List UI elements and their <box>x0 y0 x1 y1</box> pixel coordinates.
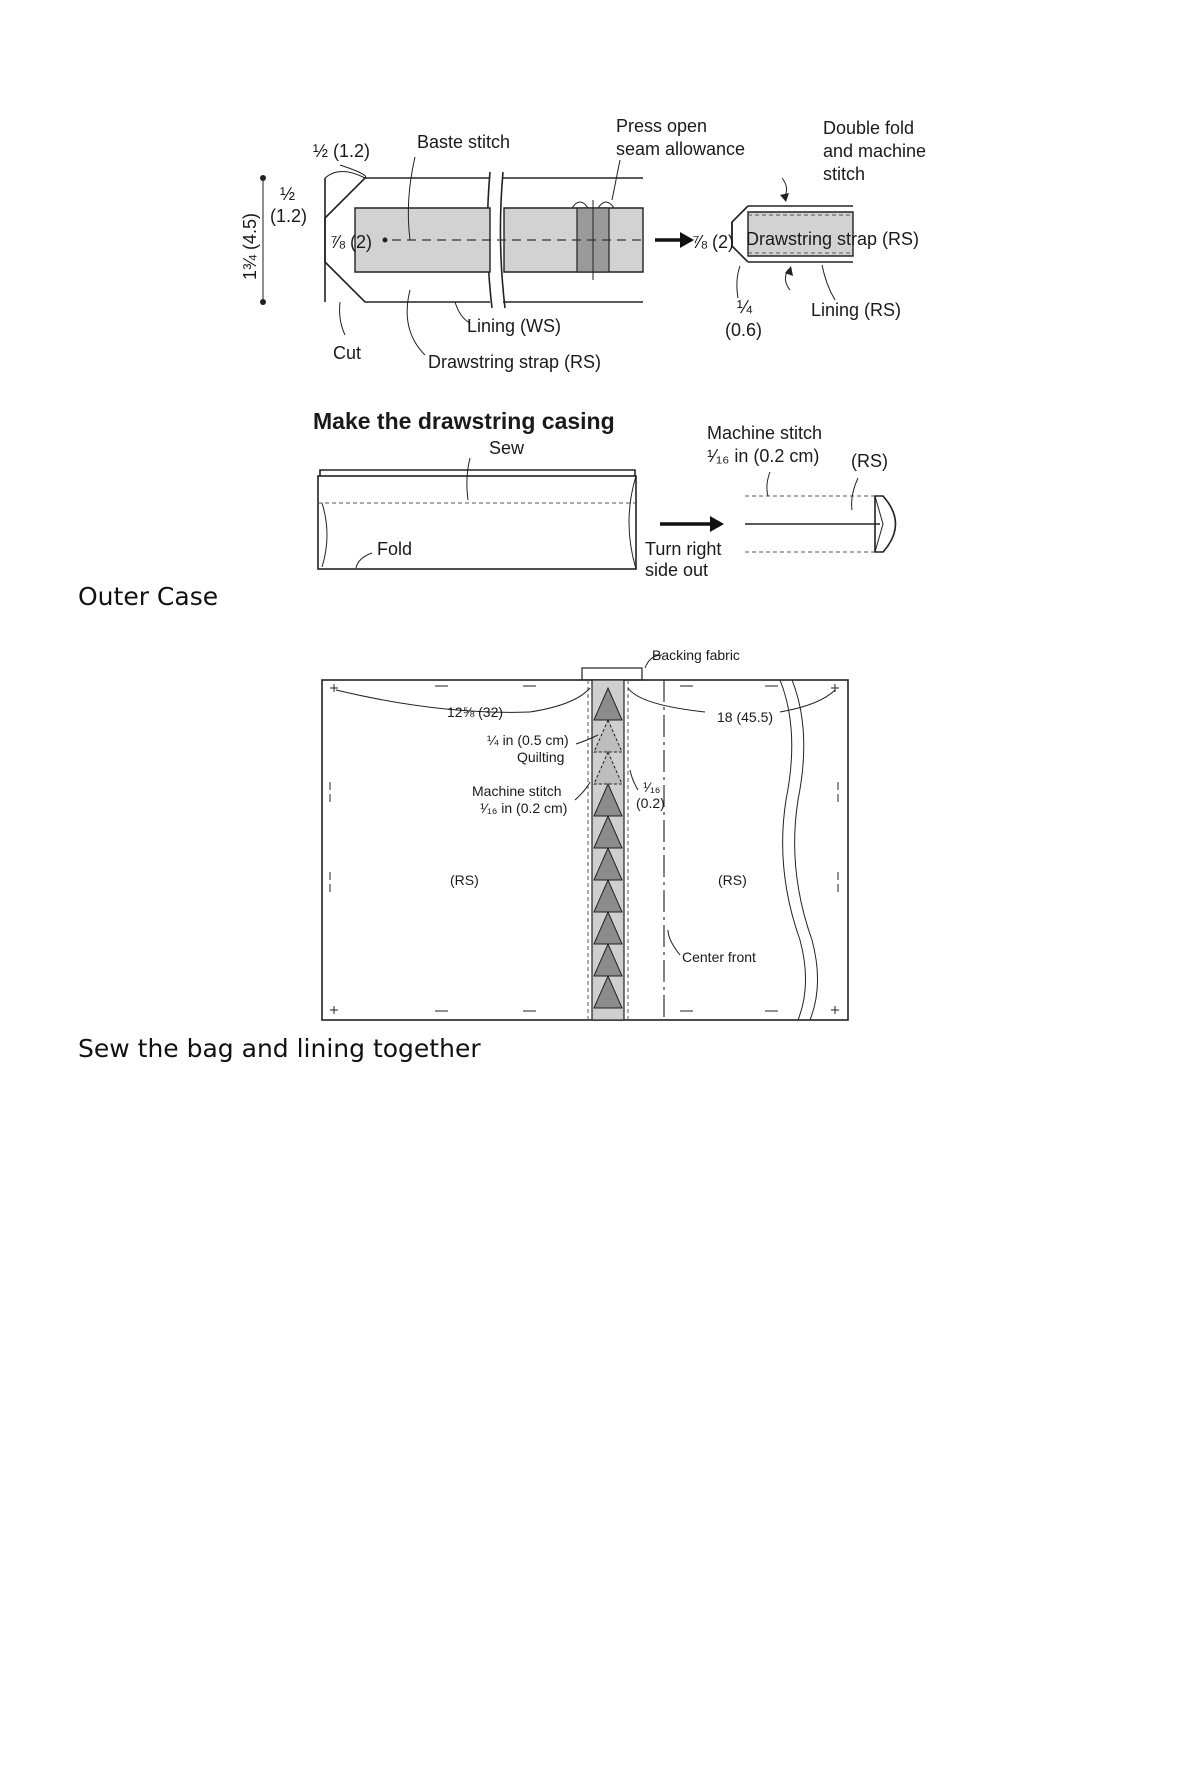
casing-right-fold <box>629 476 636 569</box>
machine-stitch-label-2: ¹⁄₁₆ in (0.2 cm) <box>480 800 568 816</box>
baste-dot <box>383 238 388 243</box>
casing-top-edge <box>320 470 635 476</box>
lining-ws-label: Lining (WS) <box>467 316 562 336</box>
cut-leader <box>340 302 345 335</box>
machine-stitch-label-2: ¹⁄₁₆ in (0.2 cm) <box>707 446 820 466</box>
machine-stitch-leader <box>767 472 770 496</box>
press-leader <box>612 160 620 200</box>
machine-stitch-label-1: Machine stitch <box>707 423 823 443</box>
double-fold-label-2: and machine <box>823 141 927 161</box>
half-top-label: ½ (1.2) <box>313 141 371 161</box>
center-front-label: Center front <box>682 949 756 965</box>
rs-right-label: (RS) <box>718 872 747 888</box>
drawstring-strap-label: Drawstring strap (RS) <box>428 352 602 372</box>
casing-heading: Make the drawstring casing <box>313 408 615 434</box>
drawstring-strap-right-label: Drawstring strap (RS) <box>746 229 920 249</box>
sew-label: Sew <box>489 438 525 458</box>
drawstring-casing-diagram <box>313 408 896 580</box>
fold-arrowhead-top <box>780 193 789 202</box>
strap-leader <box>407 290 425 355</box>
rs-label: (RS) <box>851 451 888 471</box>
casing-left-fold <box>322 503 327 567</box>
outer-case-panel <box>322 680 848 1020</box>
press-open-label-2: seam allowance <box>616 139 746 159</box>
half-side-label-2: (1.2) <box>270 206 308 226</box>
rs-leader <box>852 478 858 510</box>
lining-rs-leader <box>822 265 835 300</box>
sew-leader <box>467 458 470 500</box>
caption-outer-case: Outer Case <box>78 582 219 611</box>
registration-marks <box>330 684 839 1014</box>
lining-rs-label: Lining (RS) <box>811 300 902 320</box>
casing-body <box>318 476 636 569</box>
backing-fabric-label: Backing fabric <box>652 647 740 663</box>
fold-leader <box>356 553 372 568</box>
quarter-in-label: ¼ in (0.5 cm) <box>487 732 569 748</box>
turn-label-1: Turn right <box>645 539 722 559</box>
baste-stitch-label: Baste stitch <box>417 132 511 152</box>
double-fold-label-3: stitch <box>823 164 866 184</box>
dimension-dot <box>260 175 266 181</box>
right-dimension-arc <box>628 688 705 712</box>
panel-break-1 <box>780 680 806 1020</box>
left-dimension-label: 12⅝ (32) <box>447 704 504 720</box>
double-fold-label-1: Double fold <box>823 118 915 138</box>
press-open-label-1: Press open <box>616 116 708 136</box>
backing-fabric-tab <box>582 668 642 680</box>
turn-label-2: side out <box>645 560 709 580</box>
half-side-label-1: ½ <box>280 184 296 204</box>
rs-left-label: (RS) <box>450 872 479 888</box>
left-dimension-arc-end <box>530 688 590 712</box>
right-dimension-label: 18 (45.5) <box>717 709 774 725</box>
sixteenth-leader <box>630 770 638 790</box>
fold-label: Fold <box>377 539 413 559</box>
outer-case-diagram <box>322 647 848 1020</box>
caption-sew-bag-lining: Sew the bag and lining together <box>78 1034 481 1063</box>
height-dimension-label: 1¾ (4.5) <box>240 212 260 280</box>
quarter-cm-label: (0.6) <box>725 320 763 340</box>
seven-eighths-right-label: ⅞ (2) <box>692 232 735 252</box>
drawstring-strap-diagram <box>240 116 926 372</box>
center-front-leader <box>668 930 680 955</box>
machine-stitch-leader <box>575 782 590 800</box>
sixteenth-label: ¹⁄₁₆ <box>643 779 661 795</box>
cut-label: Cut <box>333 343 362 363</box>
sixteenth-cm-label: (0.2) <box>636 795 665 811</box>
quarter-label: ¼ <box>737 297 753 317</box>
quarter-leader <box>737 266 740 298</box>
dimension-dot <box>260 299 266 305</box>
machine-stitch-label-1: Machine stitch <box>472 783 562 799</box>
quilting-label: Quilting <box>517 749 565 765</box>
seven-eighths-label: ⅞ (2) <box>330 232 373 252</box>
turn-arrow-head <box>710 516 724 532</box>
